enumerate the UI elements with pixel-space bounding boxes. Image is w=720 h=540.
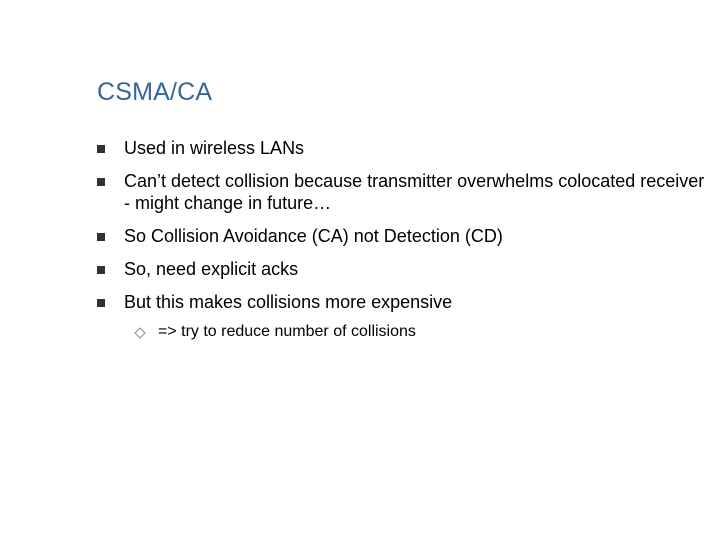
square-bullet-icon	[97, 233, 105, 241]
bullet-text: Used in wireless LANs	[124, 138, 305, 158]
bullet-text: So, need explicit acks	[124, 259, 299, 279]
bullet-list	[97, 137, 707, 353]
bullet-item	[97, 291, 707, 342]
bullet-text: But this makes collisions more expensive	[124, 292, 453, 312]
bullet-text: Can’t detect collision because transmitter overwhelms colocated receiver - might change in future…	[124, 171, 705, 213]
square-bullet-icon	[97, 145, 105, 153]
square-bullet-icon	[97, 299, 105, 307]
diamond-bullet-icon	[134, 327, 145, 338]
slide-title: CSMA/CA	[97, 78, 213, 106]
square-bullet-icon	[97, 178, 105, 186]
bullet-item	[97, 137, 707, 159]
sub-bullet-list	[124, 322, 707, 342]
square-bullet-icon	[97, 266, 105, 274]
bullet-item	[97, 258, 707, 280]
bullet-item	[97, 225, 707, 247]
sub-bullet-text: => try to reduce number of collisions	[158, 323, 416, 340]
bullet-item	[97, 170, 707, 214]
bullet-text: So Collision Avoidance (CA) not Detection (CD)	[124, 226, 503, 246]
sub-bullet-item	[124, 322, 707, 342]
